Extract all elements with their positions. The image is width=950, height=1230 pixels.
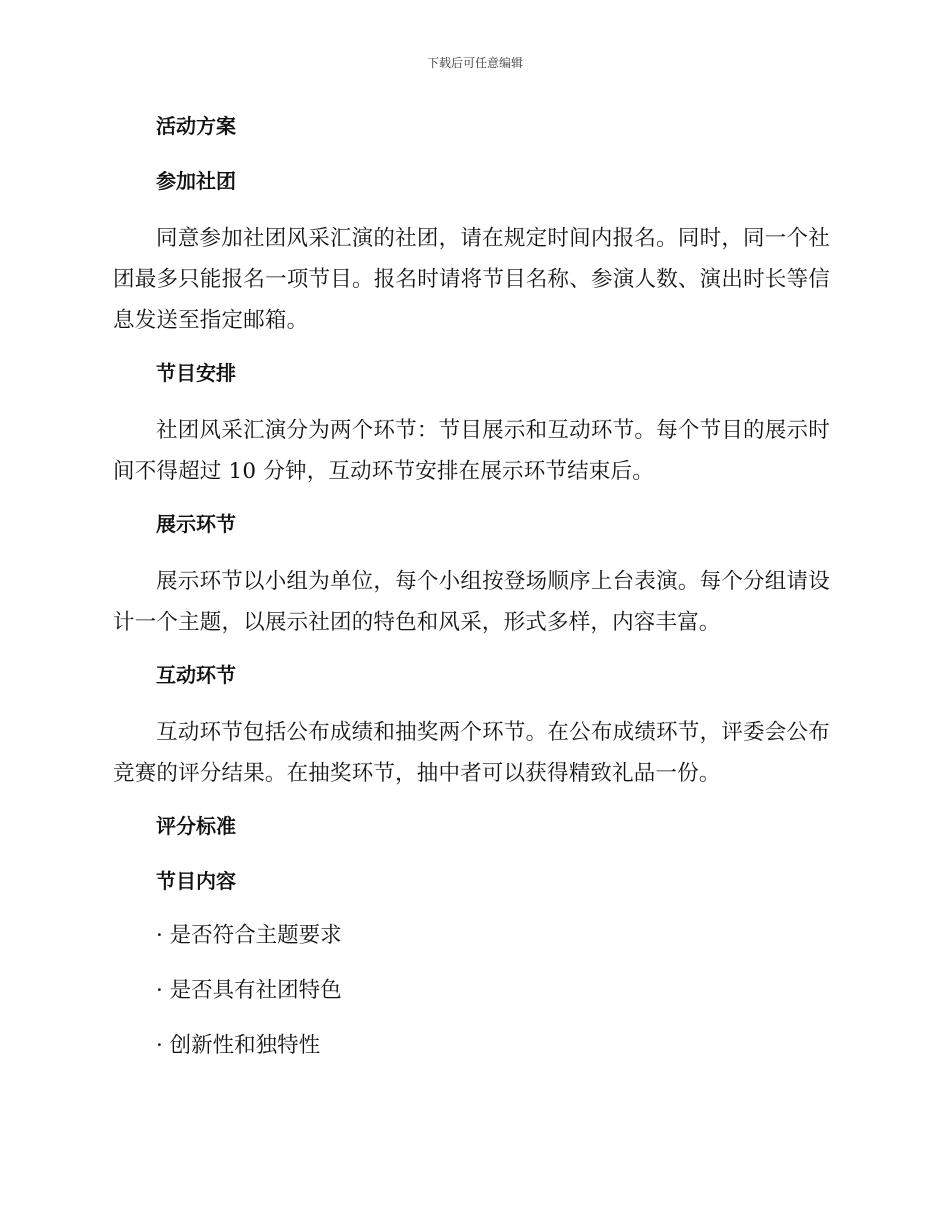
list-item: · 创新性和独特性 [156, 1033, 321, 1058]
section-heading-criteria: 评分标准 [156, 814, 236, 838]
section-heading-activity-plan: 活动方案 [156, 114, 236, 138]
paragraph-interact: 互动环节包括公布成绩和抽奖两个环节。在公布成绩环节，评委会公布竞赛的评分结果。在抽奖环节，抽中者可以获得精致礼品一份。 [113, 720, 830, 786]
paragraph-program: 社团风采汇演分为两个环节：节目展示和互动环节。每个节目的展示时间不得超过 10 分钟，互动环节安排在展示环节结束后。 [113, 418, 830, 484]
section-heading-program-content: 节目内容 [156, 869, 236, 893]
paragraph-join-club: 同意参加社团风采汇演的社团，请在规定时间内报名。同时，同一个社团最多只能报名一项节目。报名时请将节目名称、参演人数、演出时长等信息发送至指定邮箱。 [113, 226, 830, 333]
section-heading-interact: 互动环节 [156, 663, 236, 687]
section-heading-program: 节目安排 [156, 361, 236, 385]
document-body [113, 108, 830, 1083]
section-heading-join-club: 参加社团 [156, 169, 236, 193]
list-item: · 是否符合主题要求 [156, 923, 342, 948]
section-heading-show: 展示环节 [156, 512, 236, 536]
page-header-note: 下载后可任意编辑 [426, 56, 523, 70]
paragraph-show: 展示环节以小组为单位，每个小组按登场顺序上台表演。每个分组请设计一个主题，以展示社团的特色和风采，形式多样，内容丰富。 [113, 569, 830, 635]
list-item: · 是否具有社团特色 [156, 978, 342, 1003]
